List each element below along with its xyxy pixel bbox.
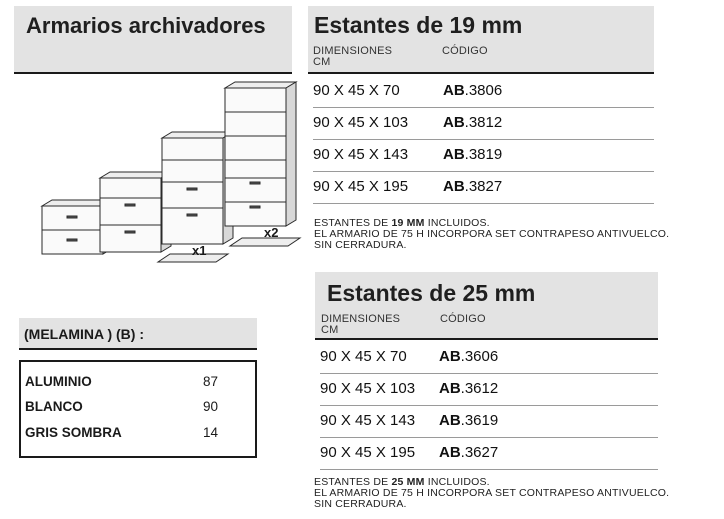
table-row [313,140,654,172]
product-code: AB.3627 [439,444,499,461]
color-code: 87 [203,374,219,389]
table-row [320,438,658,470]
color-name: BLANCO [25,399,83,414]
table25-title: Estantes de 25 mm [327,280,536,306]
left-header [14,6,292,74]
melamina-title: (MELAMINA ) (B) : [24,326,145,342]
cabinet-103 [100,172,171,252]
shelf-count-x2: x2 [264,225,279,240]
table25-note: ESTANTES DE 25 MM INCLUIDOS. EL ARMARIO DE 75 H INCORPORA SET CONTRAPESO ANTIVUELCO. SIN CERRADURA. [314,476,670,510]
product-code: AB.3819 [443,146,503,163]
table-row [313,76,654,108]
color-name: ALUMINIO [25,374,92,389]
table-row [320,374,658,406]
dimension: 90 X 45 X 195 [313,178,409,195]
table-row [313,172,654,204]
table19-title: Estantes de 19 mm [314,12,523,38]
melamina-row [25,399,251,419]
cabinets-illustration [30,74,310,274]
color-code: 14 [203,425,219,440]
page-title: Armarios archivadores [26,13,266,38]
product-code: AB.3606 [439,348,499,365]
product-code: AB.3812 [443,114,503,131]
table25-col-code: CÓDIGO [440,313,486,325]
melamina-box [19,360,257,458]
dimension: 90 X 45 X 195 [320,444,416,461]
table19-header [308,6,654,74]
dimension: 90 X 45 X 103 [313,114,409,131]
product-code: AB.3806 [443,82,503,99]
melamina-header [19,318,257,350]
cabinet-195 [225,82,296,226]
table25-col-dim: DIMENSIONES CM [321,313,401,336]
dimension: 90 X 45 X 70 [313,82,400,99]
table25-header [315,272,658,340]
dimension: 90 X 45 X 103 [320,380,416,397]
table-row [320,406,658,438]
shelf-count-x1: x1 [192,243,207,258]
table19-note: ESTANTES DE 19 MM INCLUIDOS. EL ARMARIO DE 75 H INCORPORA SET CONTRAPESO ANTIVUELCO. SIN CERRADURA. [314,217,670,251]
dimension: 90 X 45 X 143 [320,412,416,429]
table-row [313,108,654,140]
dimension: 90 X 45 X 70 [320,348,407,365]
color-name: GRIS SOMBRA [25,425,122,440]
product-code: AB.3612 [439,380,499,397]
cabinet-143 [162,132,233,244]
melamina-row [25,425,251,445]
dimension: 90 X 45 X 143 [313,146,409,163]
table19-col-dim: DIMENSIONES CM [313,45,393,68]
product-code: AB.3619 [439,412,499,429]
table-row [320,342,658,374]
product-code: AB.3827 [443,178,503,195]
table19-col-code: CÓDIGO [442,45,488,57]
melamina-row [25,374,251,394]
color-code: 90 [203,399,219,414]
